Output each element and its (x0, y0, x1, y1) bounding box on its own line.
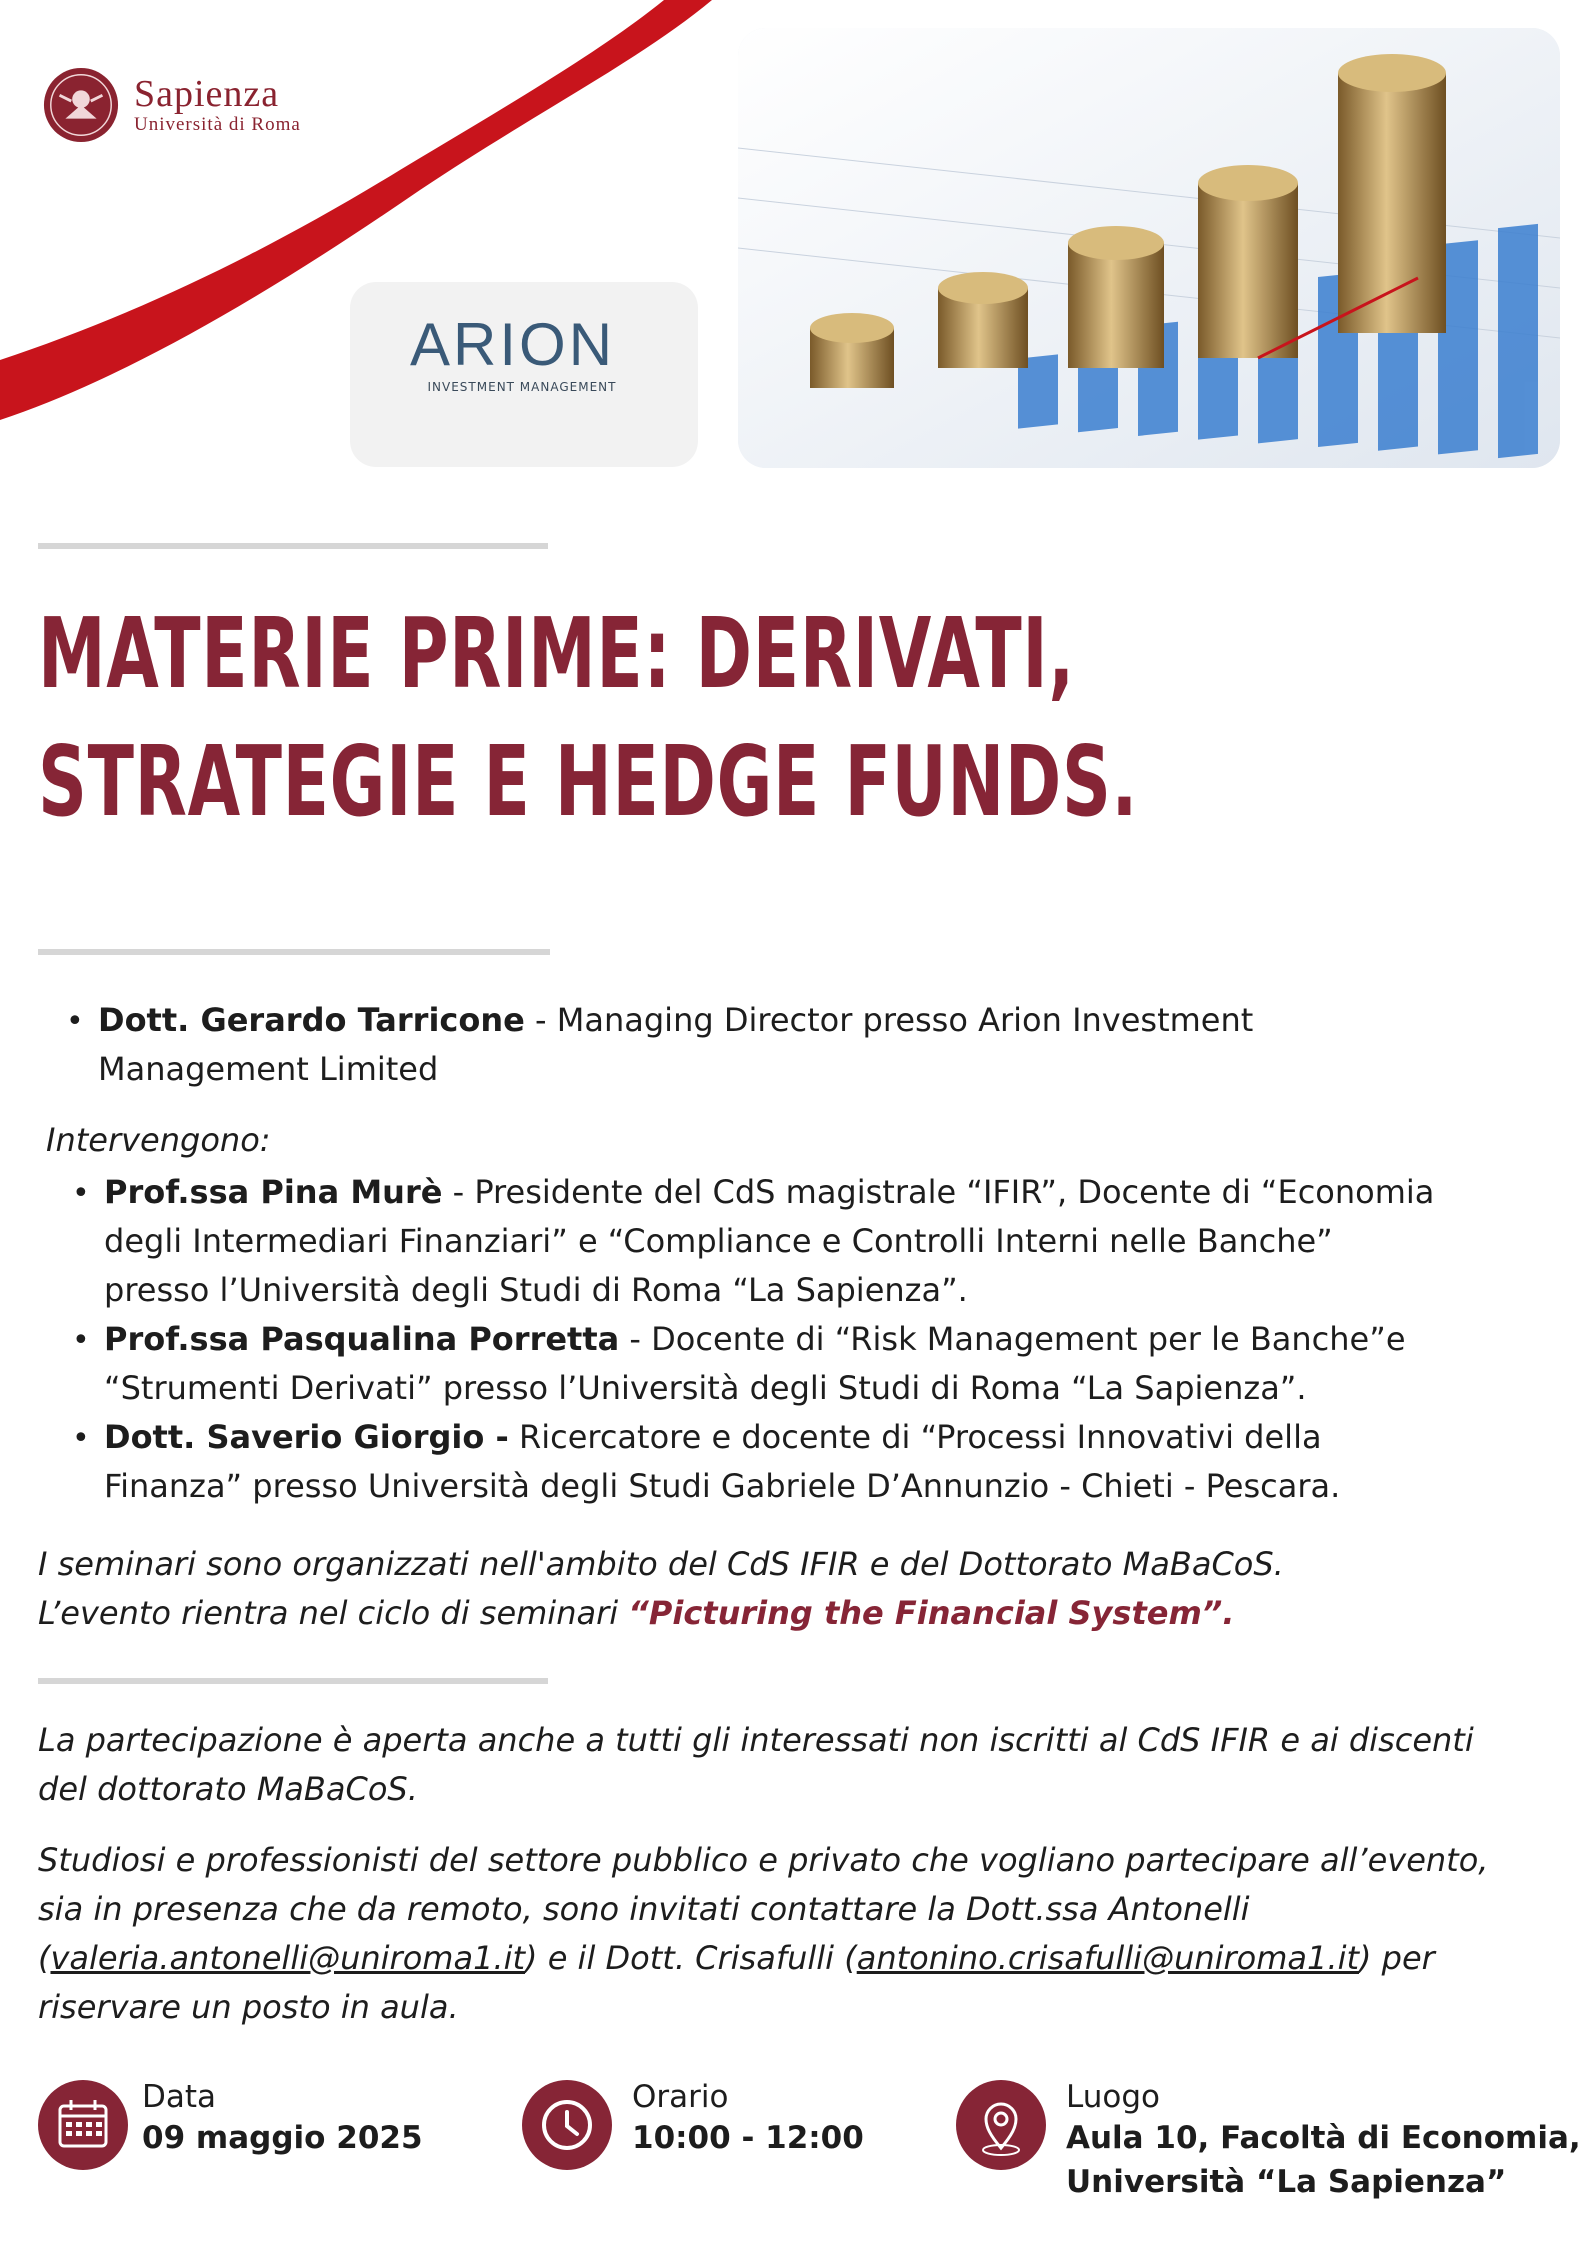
seminar-note-line-1: I seminari sono organizzati nell'ambito del CdS IFIR e del Dottorato MaBaCoS. (38, 1545, 1284, 1583)
event-title-line-2: STRATEGIE E HEDGE FUNDS. (38, 725, 1139, 838)
invite-line-2: sia in presenza che da remoto, sono invitati contattare la Dott.ssa Antonelli (38, 1890, 1250, 1928)
place-value-line-2: Università “La Sapienza” (1066, 2164, 1507, 2200)
place-label: Luogo (1066, 2079, 1160, 2115)
date-label: Data (142, 2079, 217, 2115)
panelist-name: Prof.ssa Pasqualina Porretta (104, 1320, 620, 1358)
arion-logo-wordmark: ARION (410, 311, 616, 378)
panelist-entry (104, 1168, 1434, 1315)
invite-line-1: Studiosi e professionisti del settore pubblico e privato che vogliano partecipare all’evento, (38, 1841, 1489, 1879)
invite-text (38, 1836, 1488, 2032)
university-subtitle: Università di Roma (134, 114, 301, 135)
participation-line-1: La partecipazione è aperta anche a tutti gli interessati non iscritti al CdS IFIR e ai discenti (38, 1721, 1474, 1759)
panelist-entry (104, 1315, 1406, 1413)
divider-top (38, 543, 548, 549)
bullet-dot: • (72, 1176, 90, 1211)
panelist-role: Ricercatore e docente di “Processi Innovativi della (508, 1418, 1322, 1456)
time-value: 10:00 - 12:00 (632, 2120, 864, 2156)
event-title-line-1: MATERIE PRIME: DERIVATI, (38, 597, 1075, 710)
time-label: Orario (632, 2079, 729, 2115)
email-link-crisafulli[interactable]: antonino.crisafulli@uniroma1.it (856, 1939, 1359, 1977)
speaker-entry (98, 996, 1253, 1094)
panelist-role: - Docente di “Risk Management per le Banche”e (619, 1320, 1406, 1358)
event-title (38, 590, 1138, 846)
participation-text (38, 1716, 1474, 1814)
email-link-antonelli[interactable]: valeria.antonelli@uniroma1.it (50, 1939, 526, 1977)
seminar-series-name: “Picturing the Financial System”. (628, 1594, 1235, 1632)
intervengono-label: Intervengono: (46, 1121, 271, 1159)
invite-mid-text: ) e il Dott. Crisafulli ( (525, 1939, 857, 1977)
coins-chart-illustration (738, 28, 1560, 468)
arion-logo-subtitle: INVESTMENT MANAGEMENT (427, 380, 617, 394)
panelist-role: - Presidente del CdS magistrale “IFIR”, Docente di “Economia (442, 1173, 1435, 1211)
sapienza-seal-icon (42, 66, 120, 144)
invite-line-4: riservare un posto in aula. (38, 1988, 459, 2026)
divider-mid (38, 1678, 548, 1684)
bullet-dot: • (72, 1421, 90, 1456)
coins-chart-photo (738, 28, 1560, 468)
paren: ( (38, 1939, 51, 1977)
participation-line-2: del dottorato MaBaCoS. (38, 1770, 418, 1808)
panelist-role-cont: “Strumenti Derivati” presso l’Università degli Studi di Roma “La Sapienza”. (104, 1369, 1307, 1407)
sapienza-logo (42, 66, 301, 144)
panelist-role-cont: degli Intermediari Finanziari” e “Compliance e Controlli Interni nelle Banche” (104, 1222, 1333, 1260)
bullet-dot: • (72, 1323, 90, 1358)
bullet-dot: • (66, 1004, 84, 1039)
speaker-name: Dott. Gerardo Tarricone (98, 1001, 525, 1039)
panelist-name: Prof.ssa Pina Murè (104, 1173, 443, 1211)
date-value: 09 maggio 2025 (142, 2120, 423, 2156)
divider-after-title (38, 949, 550, 955)
place-value-line-1: Aula 10, Facoltà di Economia, (1066, 2120, 1581, 2156)
panelist-name: Dott. Saverio Giorgio - (104, 1418, 509, 1456)
invite-tail-text: ) per (1359, 1939, 1435, 1977)
clock-icon (522, 2080, 612, 2170)
place-value (1066, 2116, 1581, 2204)
seminar-note-line-2: L’evento rientra nel ciclo di seminari (38, 1594, 629, 1632)
panelist-role-cont: Finanza” presso Università degli Studi Gabriele D’Annunzio - Chieti - Pescara. (104, 1467, 1341, 1505)
location-pin-icon (956, 2080, 1046, 2170)
panelist-entry (104, 1413, 1340, 1511)
calendar-icon (38, 2080, 128, 2170)
speaker-role-cont: Management Limited (98, 1050, 439, 1088)
university-name: Sapienza (134, 73, 280, 115)
panelist-role-cont: presso l’Università degli Studi di Roma “La Sapienza”. (104, 1271, 968, 1309)
seminar-note (38, 1540, 1284, 1638)
speaker-role: - Managing Director presso Arion Investment (524, 1001, 1254, 1039)
